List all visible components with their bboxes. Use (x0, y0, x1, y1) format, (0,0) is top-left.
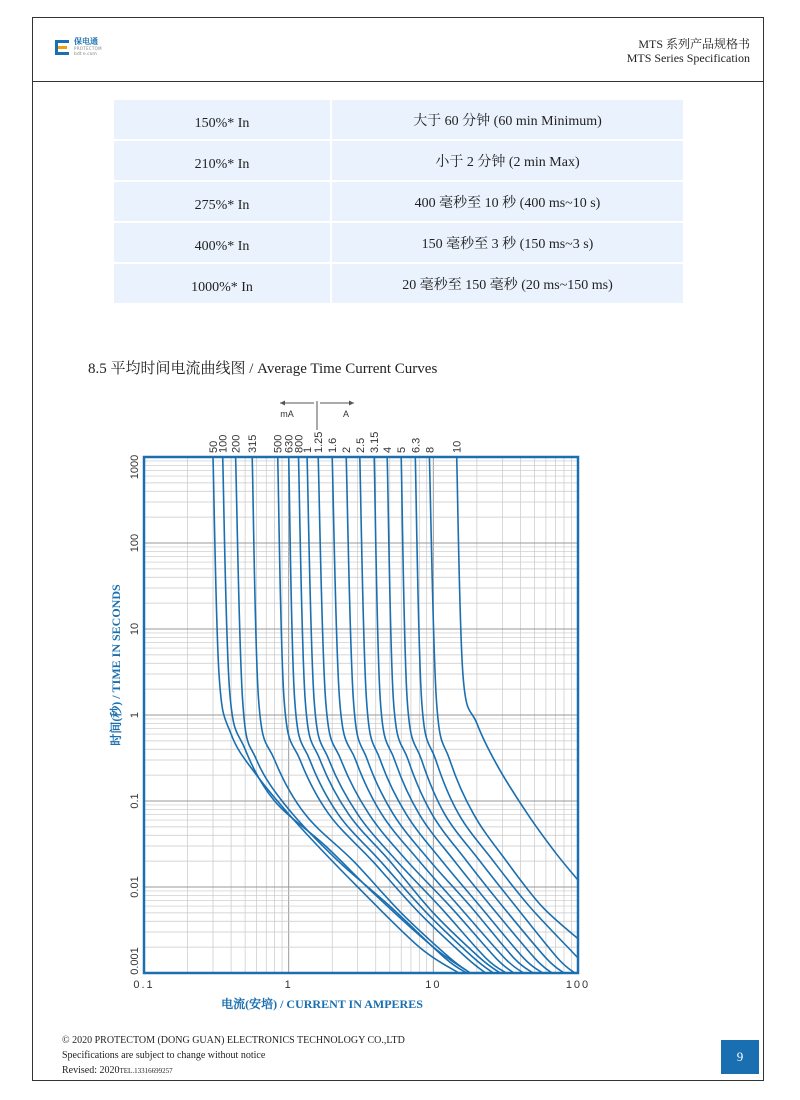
time-current-chart (0, 390, 800, 1030)
rating-label: 3.15 (369, 431, 382, 453)
rating-label: 630 (283, 434, 296, 453)
table-row (114, 223, 683, 262)
y-tick-label: 0.1 (129, 793, 141, 809)
page-number: 9 (721, 1040, 759, 1074)
x-tick-label: 100 (565, 979, 591, 991)
time-cell: 小于 2 分钟 (2 min Max) (332, 141, 683, 180)
rating-label: 800 (293, 434, 306, 453)
current-cell: 210%* In (114, 141, 332, 180)
current-cell: 150%* In (114, 100, 332, 139)
unit-arrow-right-icon (349, 401, 354, 406)
rating-label: 1.25 (313, 431, 326, 453)
rating-label: 200 (230, 434, 243, 453)
y-tick-label: 0.001 (129, 947, 141, 975)
unit-arrow-left-icon (280, 401, 285, 406)
rating-label: 10 (451, 440, 464, 453)
rating-label: 50 (208, 440, 221, 453)
y-tick-label: 1 (129, 711, 141, 719)
header-title-cn: MTS 系列产品规格书 (638, 37, 750, 51)
rating-label: 1 (302, 446, 315, 453)
y-tick-label: 1000 (129, 454, 141, 480)
y-tick-label: 0.01 (129, 876, 141, 898)
footer-revised (62, 1065, 173, 1076)
rating-label: 500 (272, 434, 285, 453)
unit-label-ma: mA (280, 409, 294, 419)
rating-label: 2 (341, 446, 354, 453)
rating-label: 1.6 (327, 437, 340, 453)
time-cell: 150 毫秒至 3 秒 (150 ms~3 s) (332, 223, 683, 262)
logo-text-cn: 保电通 (74, 37, 98, 46)
current-cell: 400%* In (114, 223, 332, 262)
header-title-en: MTS Series Specification (626, 51, 750, 65)
time-cell: 400 毫秒至 10 秒 (400 ms~10 s) (332, 182, 683, 221)
logo-mark-icon (55, 36, 69, 60)
company-logo (55, 36, 125, 62)
tel-text: TEL.13316699257 (119, 1067, 173, 1075)
x-axis-title: 电流(安培) / CURRENT IN AMPERES (221, 997, 423, 1011)
table-row (114, 264, 683, 303)
rating-label: 4 (382, 446, 395, 453)
spec-table (114, 98, 683, 305)
footer-copyright: © 2020 PROTECTOM (DONG GUAN) ELECTRONICS TECHNOLOGY CO.,LTD (62, 1035, 405, 1046)
unit-label-a: A (342, 409, 350, 419)
current-cell: 275%* In (114, 182, 332, 221)
time-cell: 20 毫秒至 150 毫秒 (20 ms~150 ms) (332, 264, 683, 303)
y-tick-label: 100 (129, 533, 141, 553)
x-tick-label: 10 (425, 979, 442, 991)
rating-label: 6.3 (410, 437, 423, 453)
rating-label: 8 (424, 446, 437, 453)
section-title: 8.5 平均时间电流曲线图 / Average Time Current Curves (88, 361, 438, 377)
footer-notice: Specifications are subject to change without notice (62, 1050, 266, 1061)
table-row (114, 100, 683, 139)
x-tick-label: 1 (284, 979, 293, 991)
y-axis-title: 时间(秒) / TIME IN SECONDS (109, 584, 123, 746)
current-cell: 1000%* In (114, 264, 332, 303)
page-header (33, 18, 763, 82)
revised-text: Revised: 2020 (62, 1065, 120, 1076)
time-cell: 大于 60 分钟 (60 min Minimum) (332, 100, 683, 139)
table-row (114, 182, 683, 221)
rating-label: 5 (396, 446, 409, 453)
rating-label: 2.5 (354, 437, 367, 453)
table-row (114, 141, 683, 180)
logo-site: bdt e.com (74, 52, 97, 57)
rating-label: 315 (247, 434, 260, 453)
rating-label: 100 (217, 434, 230, 453)
logo-text-en: PROTECTOM (74, 46, 102, 51)
y-tick-label: 10 (129, 622, 141, 636)
x-tick-label: 0.1 (133, 979, 155, 991)
